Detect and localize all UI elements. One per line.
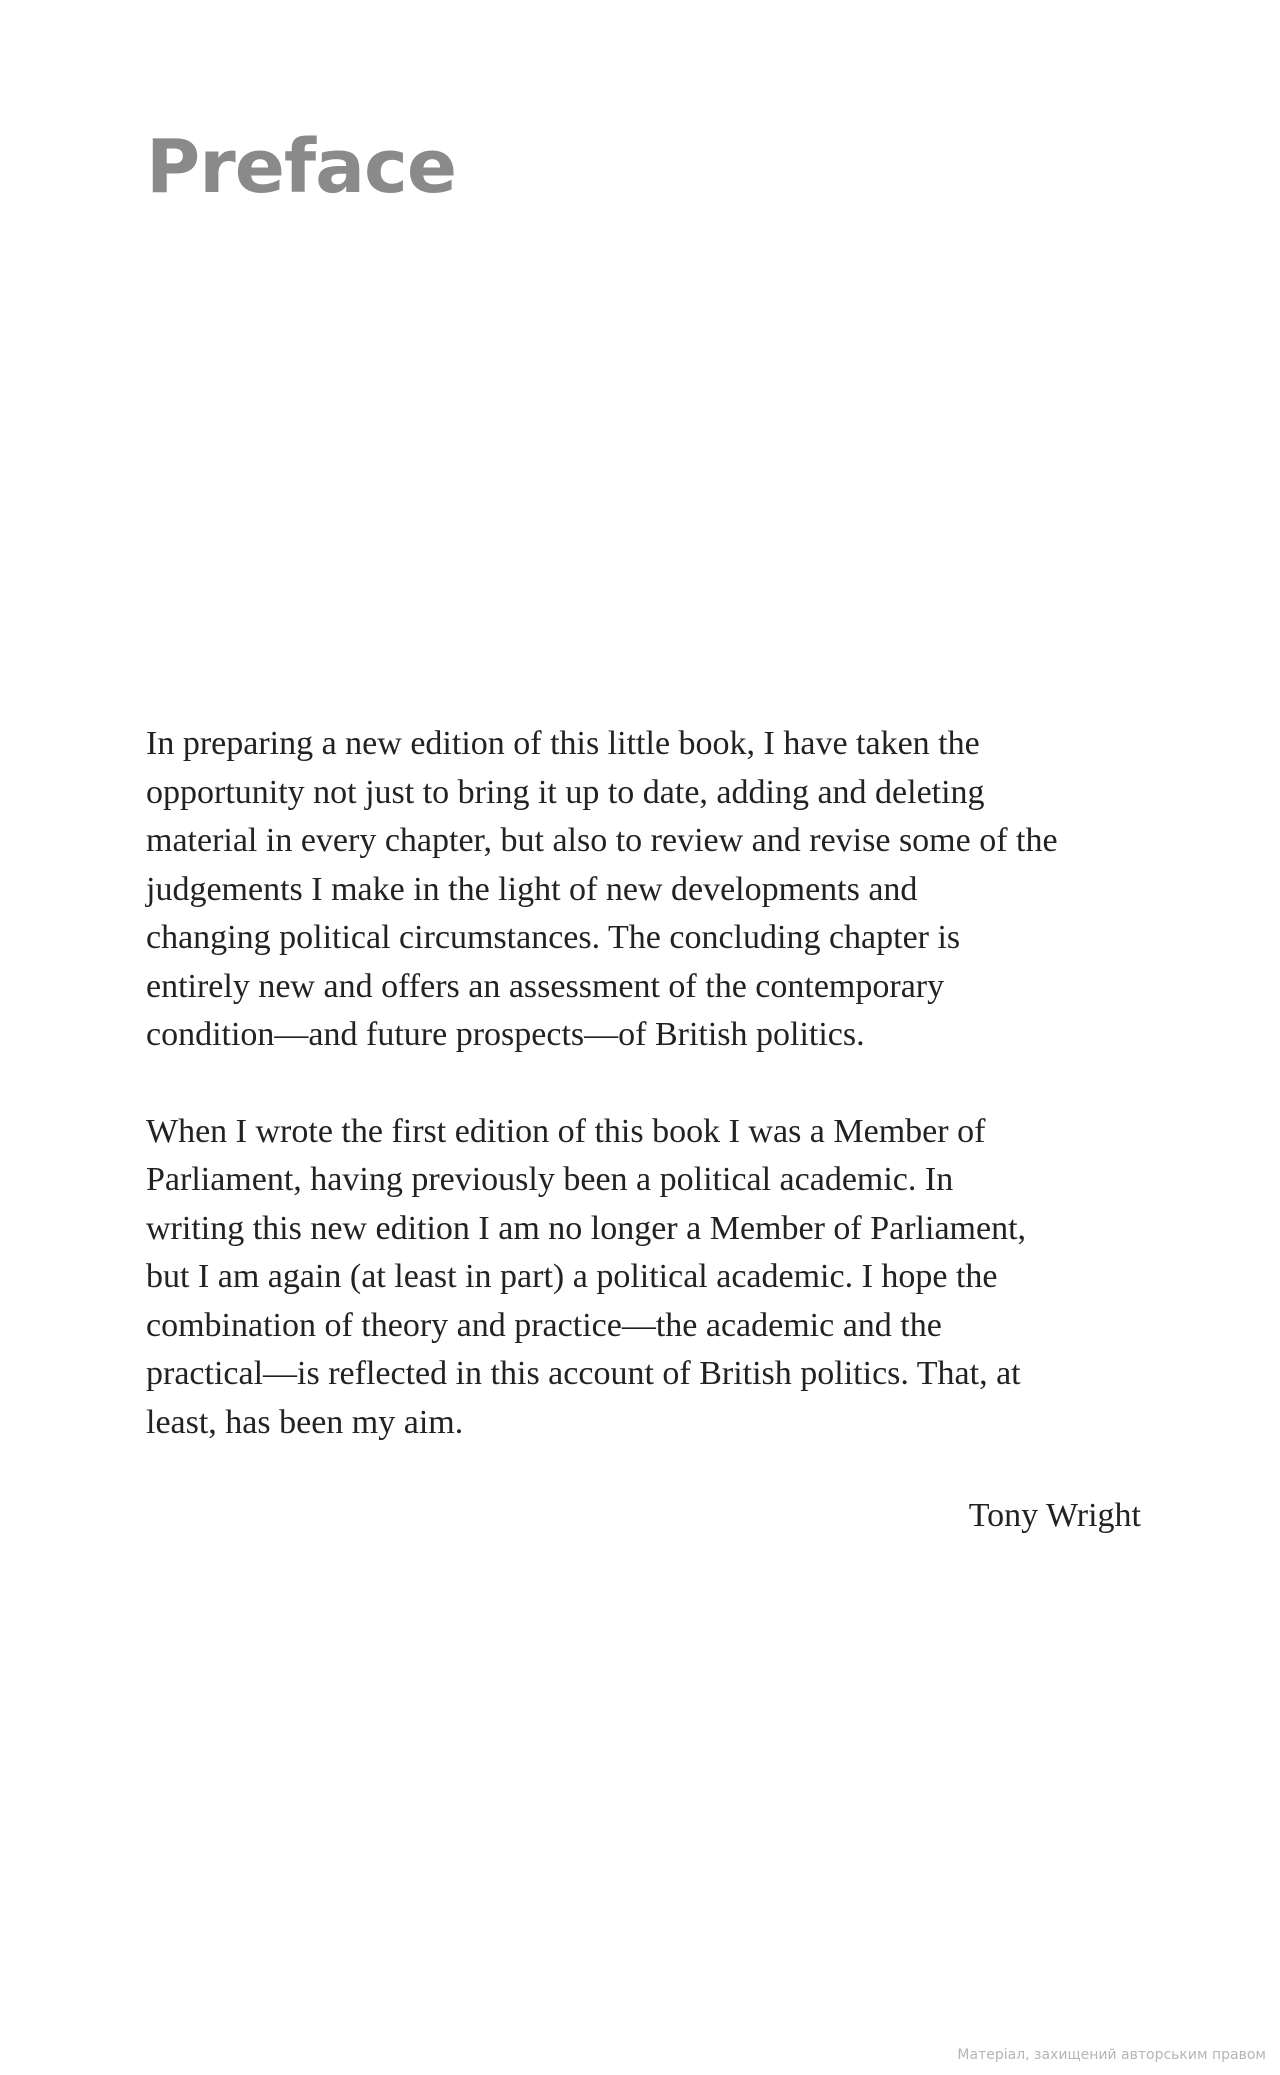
copyright-watermark: Матеріал, захищений авторським правом	[957, 2047, 1266, 2063]
text-line: writing this new edition I am no longer a Member of Parliament,	[146, 1209, 1027, 1247]
text-line: opportunity not just to bring it up to date, adding and deleting	[146, 773, 985, 811]
text-line: combination of theory and practice—the academic and the	[146, 1306, 942, 1344]
text-line: but I am again (at least in part) a political academic. I hope the	[146, 1258, 998, 1295]
text-line: changing political circumstances. The concluding chapter is	[146, 919, 961, 956]
author-signature: Tony Wright	[968, 1497, 1141, 1534]
text-line: entirely new and offers an assessment of the contemporary	[146, 967, 945, 1005]
paragraph-2	[146, 1108, 1141, 1448]
text-line: practical—is reflected in this account of British politics. That, at	[146, 1355, 1021, 1392]
text-line: When I wrote the first edition of this book I was a Member of	[146, 1112, 986, 1150]
page-title: Preface	[146, 124, 457, 210]
text-line: judgements I make in the light of new developments and	[146, 870, 918, 908]
text-line: Parliament, having previously been a political academic. In	[146, 1161, 954, 1198]
text-line: material in every chapter, but also to review and revise some of the	[146, 822, 1058, 859]
text-line: In preparing a new edition of this little book, I have taken the	[146, 725, 980, 762]
paragraph-1	[146, 720, 1141, 1060]
text-line: least, has been my aim.	[146, 1403, 464, 1441]
preface-body	[146, 720, 1141, 1495]
text-line: condition—and future prospects—of British politics.	[146, 1016, 865, 1053]
